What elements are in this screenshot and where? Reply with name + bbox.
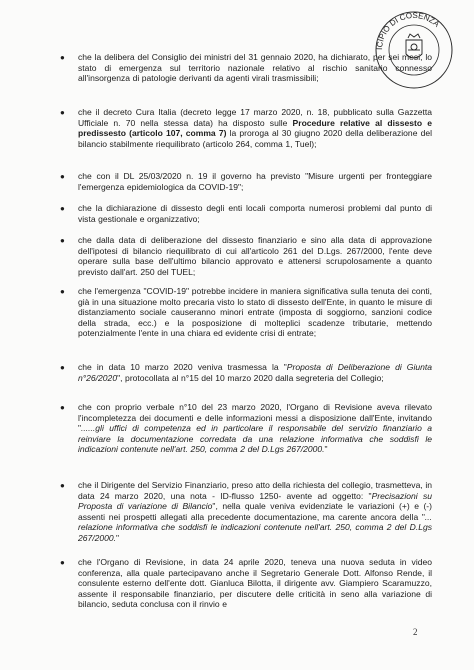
list-item <box>60 402 432 455</box>
list-item-text: che con il DL 25/03/2020 n. 19 il governo ha previsto "Misure urgenti per fronteggiare l'emergenza epidemiologica da COVID-19"; <box>78 171 432 192</box>
list-item <box>60 286 432 339</box>
list-item <box>60 203 432 224</box>
bullet: ● <box>60 204 65 213</box>
list-item-text: che il decreto Cura Italia (decreto legge 17 marzo 2020, n. 18, pubblicato sulla Gazzetta Ufficiale n. 70 nella stessa data) ha disposto sulle Procedure relative al dissesto e predissesto (articolo 107, comma 7) la proroga al 30 giugno 2020 della deliberazione del bilancio stabilmente riequilibrato (articolo 264, comma 1, Tuel); <box>78 107 432 149</box>
list-item-text: che l'emergenza "COVID-19" potrebbe incidere in maniera significativa sulla tenuta dei conti, già in una situazione molto precaria visto lo stato di dissesto dell'Ente, in quanto le misure di distanziamento sociale causeranno minori entrate (imposta di soggiorno, sanzioni codice della strada, ecc.) e la posposizione di molteplici scadenze tributarie, mettendo potenzialmente l'ente in una chiara ed evidente crisi di entrate; <box>78 286 432 339</box>
list-item <box>60 557 432 610</box>
list-item <box>60 52 432 84</box>
list-item <box>60 362 432 383</box>
page-number: 2 <box>413 627 418 637</box>
list-item-text: che il Dirigente del Servizio Finanziario, preso atto della richiesta del collegio, trasmetteva, in data 24 marzo 2020, una nota - ID-flusso 1250- avente ad oggetto: "Precisazioni su Proposta di variazione di Bilancio", nella quale veniva evidenziate le variazioni (+) e (-) assenti nei prospetti allegati alla precedente documentazione, ma carente ancora della "... relazione informativa che soddisfi le indicazioni contenute nell'art. 250, comma 2 del D.Lgs 267/2000." <box>78 480 432 543</box>
list-item <box>60 107 432 149</box>
bullet: ● <box>60 481 65 490</box>
stamp-arc-text-top: ICIPIO DI COSENZA <box>374 10 442 51</box>
list-item-text: che la dichiarazione di dissesto degli enti locali comporta numerosi problemi dal punto di vista gestionale e organizzativo; <box>78 203 432 224</box>
bullet: ● <box>60 403 65 412</box>
list-item <box>60 235 432 277</box>
bullet: ● <box>60 172 65 181</box>
list-item <box>60 480 432 544</box>
list-item-text: che con proprio verbale n°10 del 23 marzo 2020, l'Organo di Revisione aveva rilevato l'incompletezza dei documenti e delle informazioni messi a disposizione dall'Ente, invitando "......gli uffici di competenza ed in particolare il responsabile del servizio finanziario a reinviare la documentazione corredata da una relazione informativa che soddisfi le indicazioni contenute nell'art. 250, comma 2 del D.Lgs 267/2000." <box>78 402 432 455</box>
bullet: ● <box>60 558 65 567</box>
list-item-text: che in data 10 marzo 2020 veniva trasmessa la "Proposta di Deliberazione di Giunta n°26/2020", protocollata al n°15 del 10 marzo 2020 dalla segreteria del Collegio; <box>78 362 432 383</box>
bullet: ● <box>60 363 65 372</box>
bullet: ● <box>60 53 65 62</box>
bullet: ● <box>60 287 65 296</box>
list-item <box>60 171 432 192</box>
list-item-text: che dalla data di deliberazione del dissesto finanziario e sino alla data di approvazione dell'ipotesi di bilancio riequilibrato di cui all'articolo 261 del D.Lgs. 267/2000, l'ente deve operare sulla base dell'ultimo bilancio approvato e attenersi scrupolosamente a quanto previsto dall'art. 250 del TUEL; <box>78 235 432 277</box>
bullet: ● <box>60 236 65 245</box>
list-item-text: che la delibera del Consiglio dei ministri del 31 gennaio 2020, ha dichiarato, per sei mesi, lo stato di emergenza sul territorio nazionale relativo al rischio sanitario connesso all'insorgenza di patologie derivanti da agenti virali trasmissibili; <box>78 52 432 84</box>
bullet: ● <box>60 108 65 117</box>
list-item-text: che l'Organo di Revisione, in data 24 aprile 2020, teneva una nuova seduta in video conferenza, alla quale partecipavano anche il Segretario Generale Dott. Alfonso Rende, il consulente esterno dell'ente dott. Gianluca Bilotta, il dirigente avv. Giampiero Scaramuzzo, assente il responsabile finanziario, per discutere delle criticità in seno alla variazione di bilancio, seduta conclusa con il rinvio e <box>78 557 432 610</box>
